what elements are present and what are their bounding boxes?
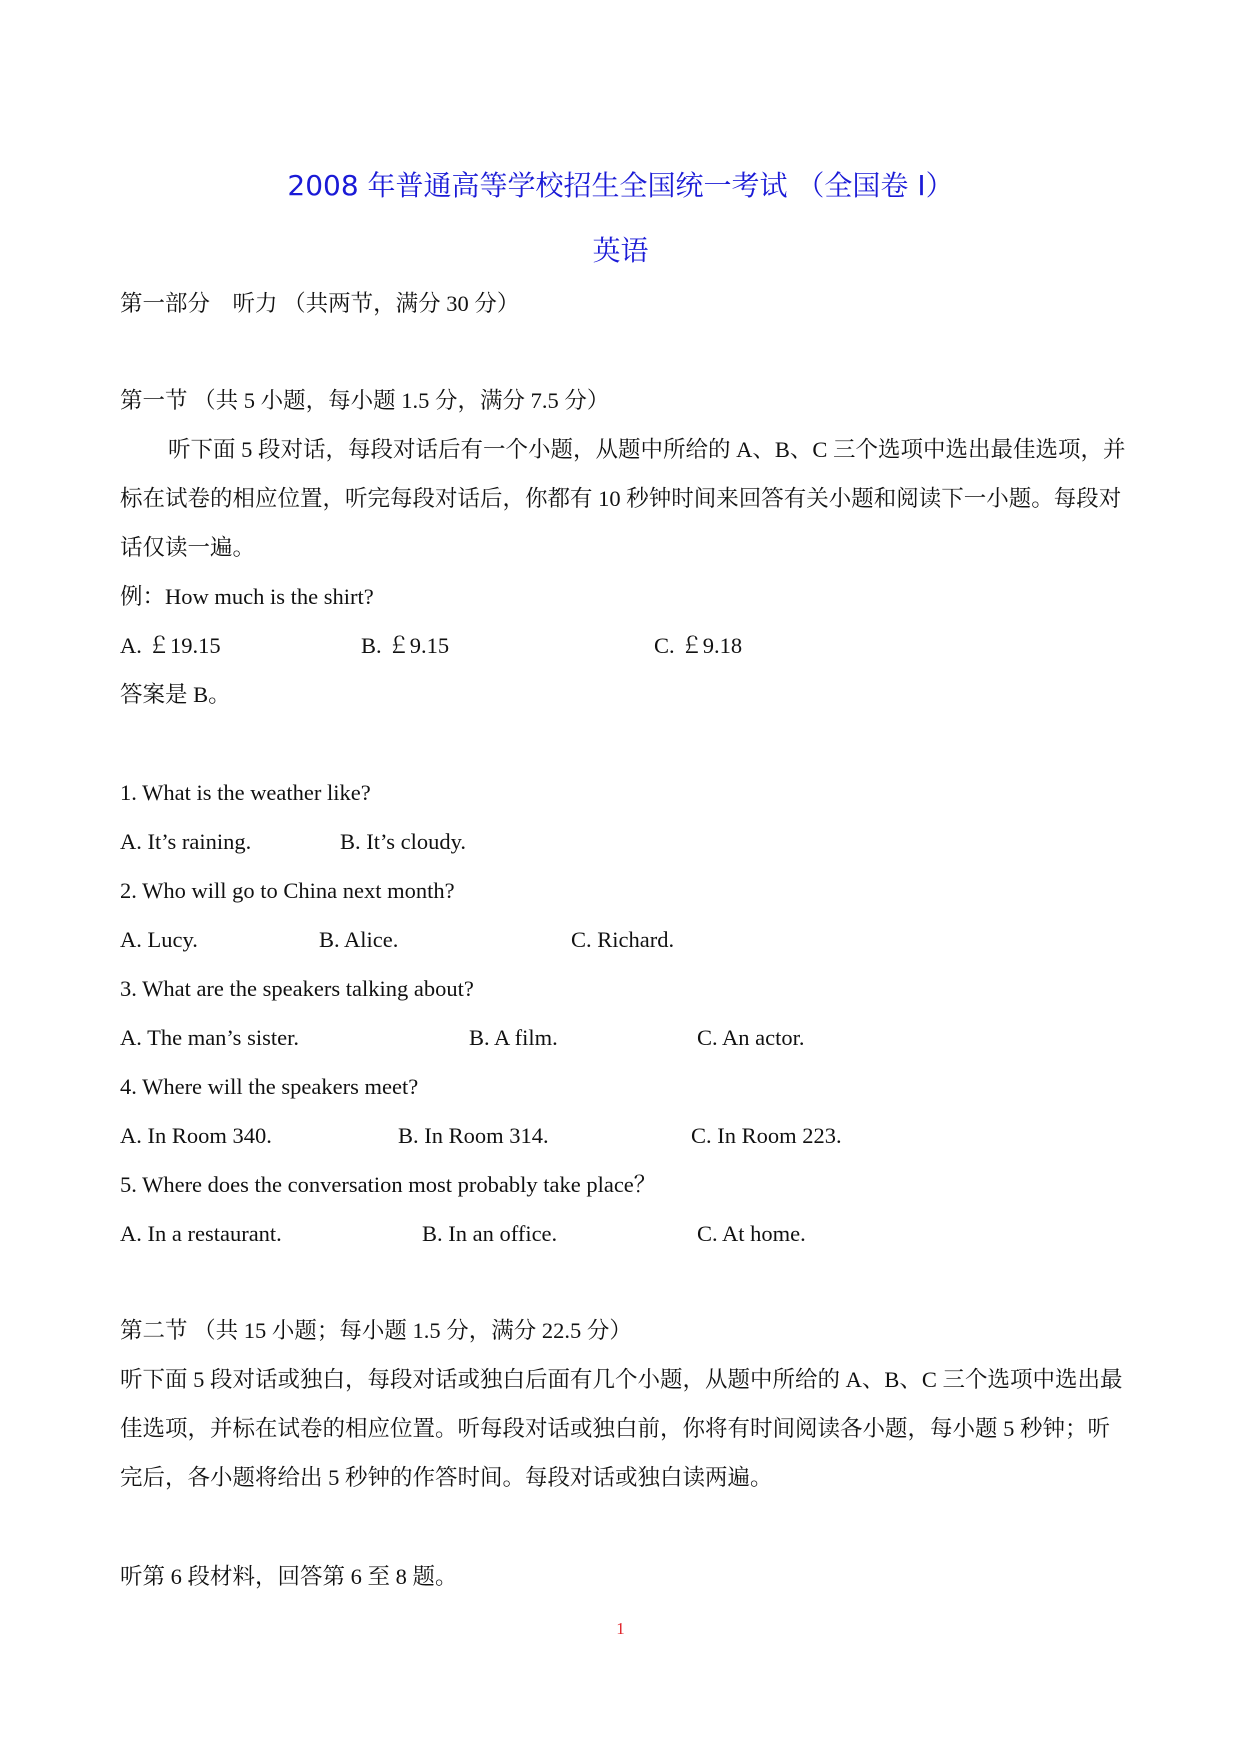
q3-option-a: A. The man’s sister. [120, 1025, 299, 1050]
example-option-b: B. ￡9.15 [361, 633, 450, 658]
example-option-c: C. ￡9.18 [654, 633, 743, 658]
q4-option-b: B. In Room 314. [398, 1123, 549, 1148]
example-option-a: A. ￡19.15 [120, 633, 221, 658]
q2-option-c: C. Richard. [571, 927, 675, 952]
page-number: 1 [616, 1619, 625, 1638]
section1-instructions: 听下面 5 段对话，每段对话后有一个小题，从题中所给的 A、B、C 三个选项中选出最佳选项，并标在试卷的相应位置，听完每段对话后，你都有 10 秒钟时间来回答有关小题和阅读下一小题。每段对话仅读一遍。 [120, 437, 1126, 560]
q3-option-c: C. An actor. [697, 1025, 805, 1050]
section2-heading: 第二节 （共 15 小题；每小题 1.5 分，满分 22.5 分） [120, 1318, 632, 1343]
q3-option-b: B. A film. [469, 1025, 558, 1050]
example-answer: 答案是 B。 [120, 682, 231, 707]
part1-heading: 第一部分 听力 （共两节，满分 30 分） [120, 291, 520, 316]
q4-option-c: C. In Room 223. [691, 1123, 842, 1148]
q1-option-b: B. It’s cloudy. [340, 829, 467, 854]
question-4: 4. Where will the speakers meet? [120, 1074, 419, 1099]
question-5: 5. Where does the conversation most probably take place？ [120, 1172, 657, 1197]
q5-option-a: A. In a restaurant. [120, 1221, 282, 1246]
question-2: 2. Who will go to China next month? [120, 878, 455, 903]
example-question: 例：How much is the shirt? [120, 584, 374, 609]
q5-option-b: B. In an office. [422, 1221, 558, 1246]
q2-option-a: A. Lucy. [120, 927, 198, 952]
section1-heading: 第一节 （共 5 小题，每小题 1.5 分，满分 7.5 分） [120, 388, 610, 413]
material-instruction: 听第 6 段材料，回答第 6 至 8 题。 [120, 1564, 458, 1589]
q1-option-a: A. It’s raining. [120, 829, 252, 854]
q4-option-a: A. In Room 340. [120, 1123, 272, 1148]
question-1: 1. What is the weather like? [120, 780, 371, 805]
q2-option-b: B. Alice. [319, 927, 399, 952]
subject-title: 英语 [592, 234, 649, 267]
q5-option-c: C. At home. [697, 1221, 806, 1246]
section2-instructions: 听下面 5 段对话或独白，每段对话或独白后面有几个小题，从题中所给的 A、B、C 三个选项中选出最佳选项，并标在试卷的相应位置。听每段对话或独白前，你将有时间阅读各小题，每小题 5 秒钟；听完后，各小题将给出 5 秒钟的作答时间。每段对话或独白读两遍。 [120, 1367, 1123, 1490]
question-3: 3. What are the speakers talking about? [120, 976, 474, 1001]
exam-title: 2008 年普通高等学校招生全国统一考试 （全国卷 I） [287, 169, 954, 202]
